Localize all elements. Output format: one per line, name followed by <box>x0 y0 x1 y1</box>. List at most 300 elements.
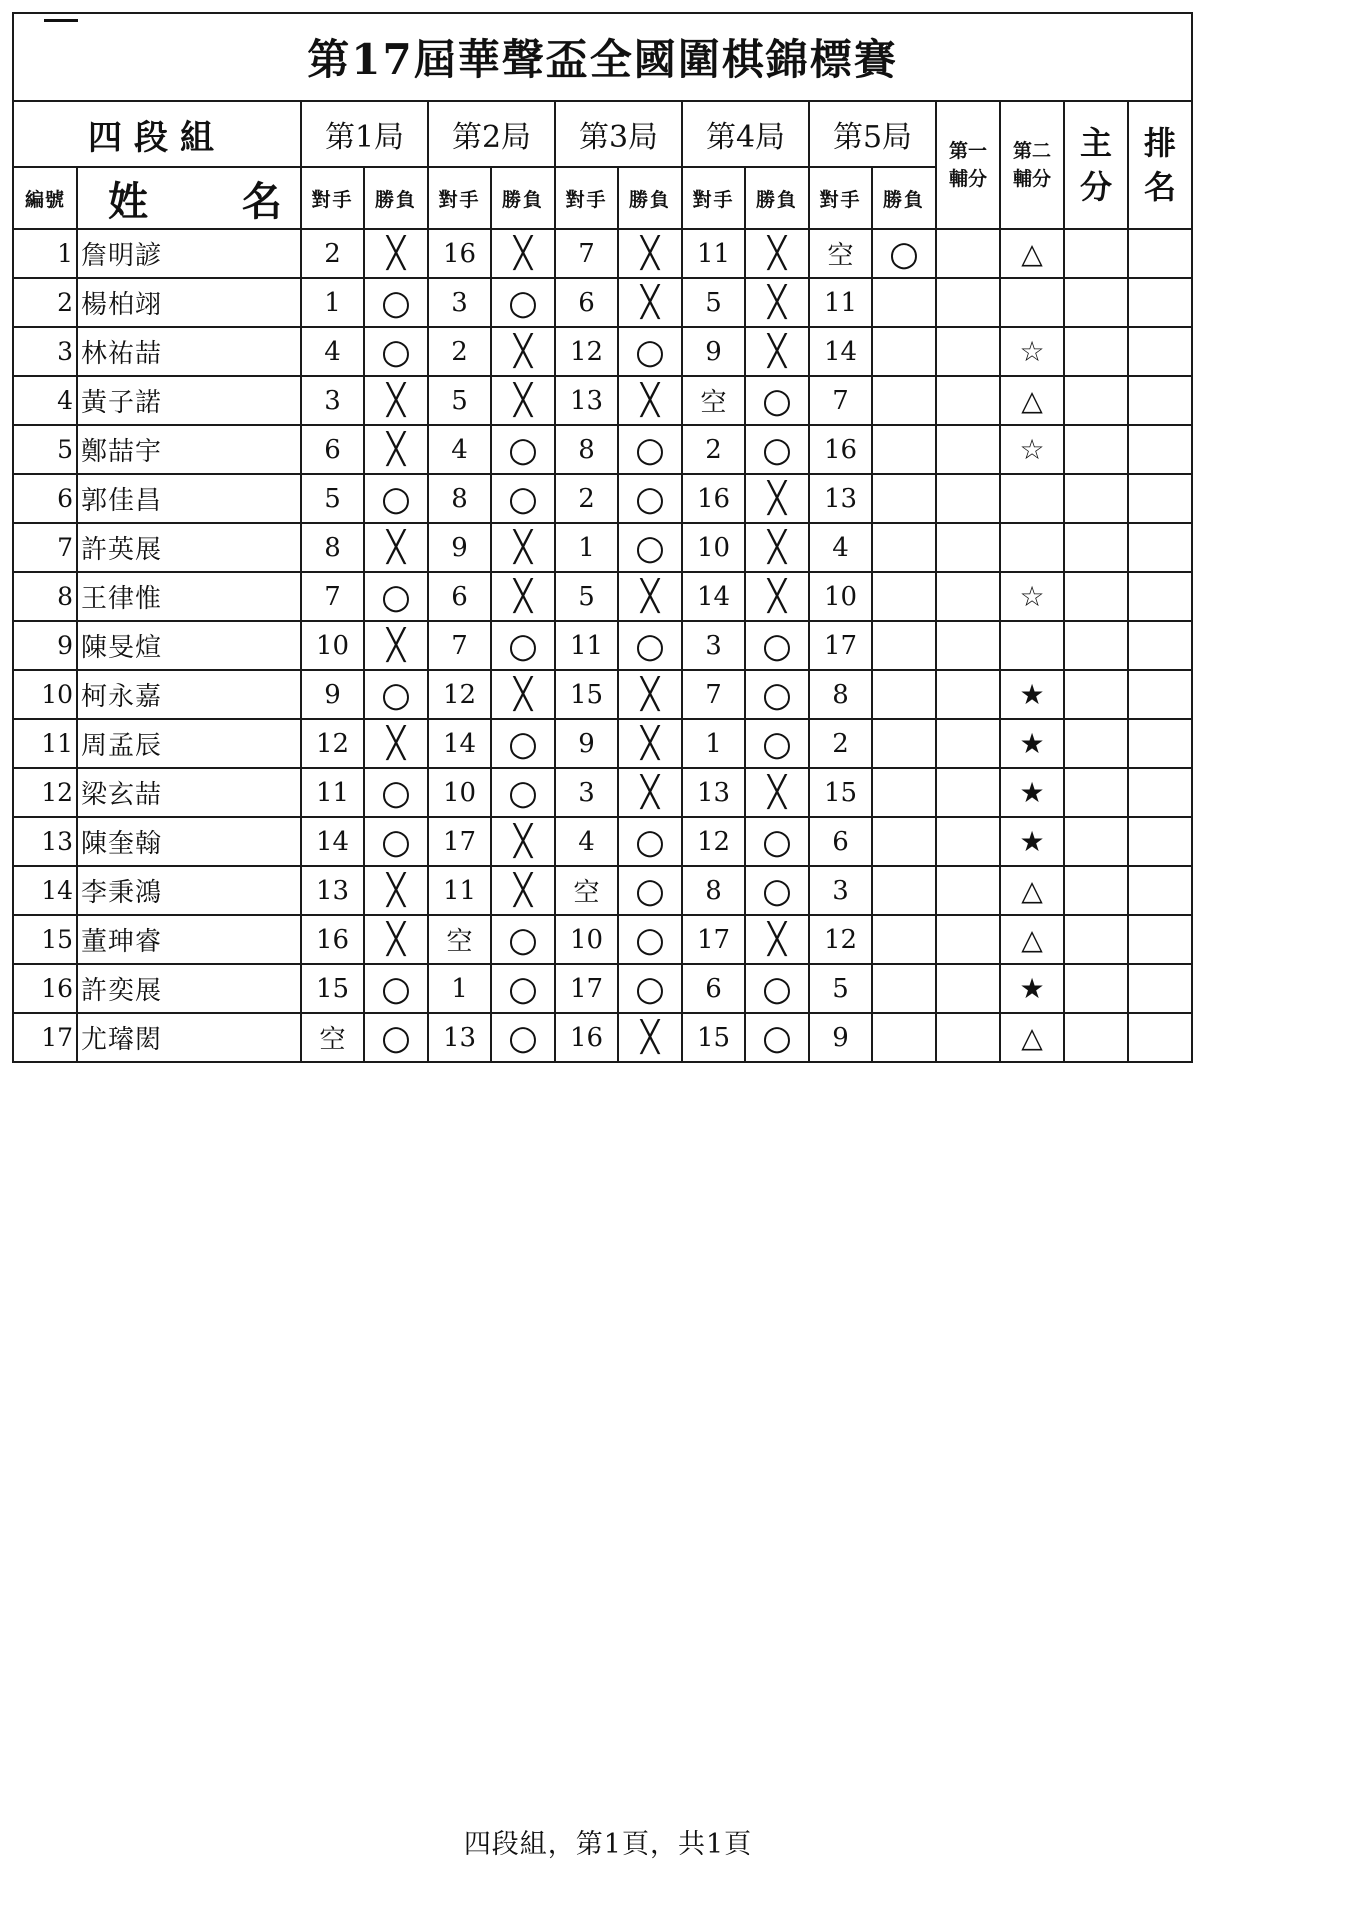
page-footer: 四段組，第1頁，共1頁 <box>463 1829 753 1860</box>
aux-score-1-cell <box>936 915 1000 964</box>
result-cell: ╳ <box>491 572 555 621</box>
opponent-cell: 8 <box>301 523 364 572</box>
aux-score-1-cell <box>936 474 1000 523</box>
opponent-cell: 11 <box>428 866 491 915</box>
result-cell: ○ <box>364 1013 428 1062</box>
opponent-cell: 10 <box>301 621 364 670</box>
rank-cell <box>1128 670 1192 719</box>
player-number: 15 <box>13 915 77 964</box>
result-cell: ╳ <box>491 523 555 572</box>
player-number: 14 <box>13 866 77 915</box>
result-cell: ○ <box>745 817 809 866</box>
result-header: 勝負 <box>364 167 428 229</box>
player-number: 6 <box>13 474 77 523</box>
player-name: 郭佳昌 <box>77 474 301 523</box>
opponent-cell: 空 <box>809 229 872 278</box>
result-cell: ○ <box>618 425 682 474</box>
rank-cell <box>1128 523 1192 572</box>
result-cell: ╳ <box>618 278 682 327</box>
opponent-cell: 14 <box>428 719 491 768</box>
opponent-cell: 空 <box>555 866 618 915</box>
result-header: 勝負 <box>491 167 555 229</box>
main-score-cell <box>1064 278 1128 327</box>
table-row <box>13 229 1192 278</box>
main-score-cell <box>1064 229 1128 278</box>
opponent-cell: 4 <box>428 425 491 474</box>
aux-score-2-cell: ☆ <box>1000 425 1064 474</box>
player-number: 9 <box>13 621 77 670</box>
round-1-header: 第1局 <box>301 101 428 167</box>
opponent-cell: 10 <box>428 768 491 817</box>
result-cell: ○ <box>745 670 809 719</box>
opponent-cell: 6 <box>682 964 745 1013</box>
page-title: 第17屆華聲盃全國圍棋錦標賽 <box>13 13 1192 101</box>
rank-cell <box>1128 474 1192 523</box>
aux-score-1-cell <box>936 817 1000 866</box>
opponent-cell: 9 <box>809 1013 872 1062</box>
result-cell <box>872 670 936 719</box>
main-score-cell <box>1064 474 1128 523</box>
opponent-header: 對手 <box>555 167 618 229</box>
result-cell: ○ <box>364 670 428 719</box>
result-cell: ○ <box>745 425 809 474</box>
opponent-cell: 12 <box>555 327 618 376</box>
aux-score-2-cell <box>1000 523 1064 572</box>
opponent-cell: 13 <box>809 474 872 523</box>
table-row <box>13 621 1192 670</box>
result-cell <box>872 964 936 1013</box>
aux-score-1-cell <box>936 376 1000 425</box>
opponent-cell: 6 <box>809 817 872 866</box>
player-number: 8 <box>13 572 77 621</box>
result-cell: ○ <box>364 768 428 817</box>
result-cell: ╳ <box>491 327 555 376</box>
opponent-cell: 9 <box>555 719 618 768</box>
result-cell: ○ <box>491 474 555 523</box>
opponent-cell: 2 <box>301 229 364 278</box>
opponent-cell: 1 <box>428 964 491 1013</box>
result-cell: ╳ <box>364 719 428 768</box>
rank-cell <box>1128 1013 1192 1062</box>
result-cell: ○ <box>364 474 428 523</box>
rank-cell <box>1128 866 1192 915</box>
opponent-cell: 16 <box>555 1013 618 1062</box>
number-header: 編號 <box>13 167 77 229</box>
main-score-cell <box>1064 670 1128 719</box>
opponent-cell: 7 <box>428 621 491 670</box>
round-3-header: 第3局 <box>555 101 682 167</box>
opponent-cell: 7 <box>682 670 745 719</box>
result-cell: ○ <box>491 719 555 768</box>
aux-score-2-header: 第二 輔分 <box>1000 101 1064 229</box>
result-cell: ╳ <box>618 229 682 278</box>
player-number: 4 <box>13 376 77 425</box>
opponent-cell: 8 <box>809 670 872 719</box>
result-cell: ○ <box>745 376 809 425</box>
aux-score-1-cell <box>936 523 1000 572</box>
opponent-cell: 3 <box>555 768 618 817</box>
opponent-cell: 13 <box>301 866 364 915</box>
opponent-cell: 6 <box>428 572 491 621</box>
result-cell: ○ <box>491 915 555 964</box>
result-cell <box>872 817 936 866</box>
opponent-cell: 16 <box>809 425 872 474</box>
result-cell <box>872 719 936 768</box>
opponent-cell: 16 <box>428 229 491 278</box>
result-cell <box>872 866 936 915</box>
aux-score-1-cell <box>936 572 1000 621</box>
aux-score-2-cell: ★ <box>1000 964 1064 1013</box>
opponent-cell: 16 <box>682 474 745 523</box>
main-score-cell <box>1064 719 1128 768</box>
opponent-cell: 15 <box>555 670 618 719</box>
opponent-cell: 10 <box>809 572 872 621</box>
result-cell: ○ <box>364 572 428 621</box>
result-cell: ╳ <box>491 376 555 425</box>
result-cell: ╳ <box>745 278 809 327</box>
opponent-cell: 4 <box>555 817 618 866</box>
aux-score-2-cell: △ <box>1000 1013 1064 1062</box>
result-cell: ○ <box>491 425 555 474</box>
result-cell: ○ <box>745 866 809 915</box>
opponent-cell: 1 <box>301 278 364 327</box>
main-score-cell <box>1064 964 1128 1013</box>
opponent-cell: 3 <box>301 376 364 425</box>
result-cell: ╳ <box>745 768 809 817</box>
opponent-cell: 10 <box>682 523 745 572</box>
table-row <box>13 376 1192 425</box>
opponent-cell: 8 <box>682 866 745 915</box>
opponent-cell: 16 <box>301 915 364 964</box>
opponent-cell: 15 <box>301 964 364 1013</box>
aux-score-2-cell: ★ <box>1000 817 1064 866</box>
table-row <box>13 327 1192 376</box>
player-name: 柯永嘉 <box>77 670 301 719</box>
aux-score-2-cell: ★ <box>1000 670 1064 719</box>
player-name: 王律惟 <box>77 572 301 621</box>
opponent-cell: 1 <box>682 719 745 768</box>
player-name: 黃子諾 <box>77 376 301 425</box>
result-cell <box>872 621 936 670</box>
player-number: 16 <box>13 964 77 1013</box>
result-cell: ○ <box>491 964 555 1013</box>
main-score-cell <box>1064 1013 1128 1062</box>
result-cell <box>872 278 936 327</box>
result-cell <box>872 915 936 964</box>
aux-score-2-cell: ★ <box>1000 768 1064 817</box>
result-cell: ○ <box>618 866 682 915</box>
player-number: 11 <box>13 719 77 768</box>
result-cell: ○ <box>491 621 555 670</box>
aux-score-1-cell <box>936 964 1000 1013</box>
opponent-cell: 空 <box>301 1013 364 1062</box>
aux-score-1-cell <box>936 278 1000 327</box>
aux-score-1-cell <box>936 229 1000 278</box>
result-cell <box>872 768 936 817</box>
opponent-cell: 15 <box>682 1013 745 1062</box>
opponent-cell: 14 <box>809 327 872 376</box>
opponent-cell: 12 <box>682 817 745 866</box>
result-cell: ╳ <box>745 572 809 621</box>
aux-score-2-cell: ☆ <box>1000 572 1064 621</box>
player-name: 董珅睿 <box>77 915 301 964</box>
opponent-cell: 5 <box>301 474 364 523</box>
name-header: 姓 名 <box>77 167 301 229</box>
opponent-cell: 13 <box>555 376 618 425</box>
result-cell: ╳ <box>745 229 809 278</box>
player-name: 許奕展 <box>77 964 301 1013</box>
main-score-cell <box>1064 768 1128 817</box>
aux-score-1-header: 第一 輔分 <box>936 101 1000 229</box>
result-cell <box>872 376 936 425</box>
opponent-cell: 13 <box>682 768 745 817</box>
player-name: 尤璿閎 <box>77 1013 301 1062</box>
player-number: 17 <box>13 1013 77 1062</box>
opponent-cell: 11 <box>809 278 872 327</box>
main-score-header: 主 分 <box>1064 101 1128 229</box>
result-header: 勝負 <box>745 167 809 229</box>
opponent-cell: 17 <box>809 621 872 670</box>
result-cell: ╳ <box>364 376 428 425</box>
opponent-cell: 空 <box>682 376 745 425</box>
opponent-cell: 7 <box>809 376 872 425</box>
main-score-cell <box>1064 376 1128 425</box>
opponent-cell: 14 <box>682 572 745 621</box>
opponent-cell: 12 <box>428 670 491 719</box>
opponent-cell: 9 <box>428 523 491 572</box>
rank-cell <box>1128 278 1192 327</box>
aux-score-1-cell <box>936 768 1000 817</box>
result-cell: ○ <box>745 719 809 768</box>
opponent-cell: 11 <box>301 768 364 817</box>
opponent-header: 對手 <box>428 167 491 229</box>
opponent-cell: 5 <box>809 964 872 1013</box>
opponent-cell: 3 <box>428 278 491 327</box>
result-header: 勝負 <box>618 167 682 229</box>
result-cell: ╳ <box>618 670 682 719</box>
result-cell: ○ <box>745 964 809 1013</box>
result-cell: ○ <box>618 621 682 670</box>
table-row <box>13 474 1192 523</box>
player-name: 周孟辰 <box>77 719 301 768</box>
player-number: 10 <box>13 670 77 719</box>
result-cell: ╳ <box>618 1013 682 1062</box>
result-cell <box>872 523 936 572</box>
table-row <box>13 425 1192 474</box>
opponent-cell: 4 <box>301 327 364 376</box>
player-number: 2 <box>13 278 77 327</box>
result-cell: ╳ <box>364 425 428 474</box>
opponent-cell: 11 <box>555 621 618 670</box>
opponent-cell: 8 <box>555 425 618 474</box>
opponent-cell: 空 <box>428 915 491 964</box>
opponent-cell: 13 <box>428 1013 491 1062</box>
aux-score-2-cell: ☆ <box>1000 327 1064 376</box>
result-cell: ╳ <box>618 719 682 768</box>
rank-cell <box>1128 229 1192 278</box>
opponent-cell: 2 <box>682 425 745 474</box>
result-cell <box>872 474 936 523</box>
score-table <box>12 12 1193 1063</box>
aux-score-2-cell: ★ <box>1000 719 1064 768</box>
result-cell: ╳ <box>364 523 428 572</box>
aux-score-2-cell: △ <box>1000 915 1064 964</box>
result-cell: ╳ <box>745 327 809 376</box>
group-name: 四段組 <box>13 101 301 167</box>
result-cell: ○ <box>745 1013 809 1062</box>
result-cell: ╳ <box>491 229 555 278</box>
player-name: 李秉鴻 <box>77 866 301 915</box>
table-row <box>13 572 1192 621</box>
result-cell <box>872 572 936 621</box>
result-cell: ○ <box>364 964 428 1013</box>
aux-score-2-cell <box>1000 474 1064 523</box>
table-row <box>13 719 1192 768</box>
rank-cell <box>1128 817 1192 866</box>
opponent-header: 對手 <box>682 167 745 229</box>
result-cell <box>872 1013 936 1062</box>
opponent-cell: 12 <box>301 719 364 768</box>
result-cell: ╳ <box>364 915 428 964</box>
rank-cell <box>1128 964 1192 1013</box>
opponent-cell: 1 <box>555 523 618 572</box>
result-cell: ╳ <box>364 229 428 278</box>
rank-cell <box>1128 768 1192 817</box>
opponent-cell: 2 <box>809 719 872 768</box>
result-cell: ╳ <box>618 572 682 621</box>
opponent-cell: 15 <box>809 768 872 817</box>
rank-cell <box>1128 376 1192 425</box>
main-score-cell <box>1064 327 1128 376</box>
result-cell: ╳ <box>364 621 428 670</box>
player-name: 許英展 <box>77 523 301 572</box>
player-number: 1 <box>13 229 77 278</box>
aux-score-1-cell <box>936 621 1000 670</box>
result-cell: ╳ <box>491 817 555 866</box>
aux-score-2-cell <box>1000 621 1064 670</box>
aux-score-1-cell <box>936 719 1000 768</box>
result-cell: ○ <box>618 817 682 866</box>
opponent-cell: 6 <box>555 278 618 327</box>
round-4-header: 第4局 <box>682 101 809 167</box>
aux-score-1-cell <box>936 866 1000 915</box>
opponent-cell: 17 <box>682 915 745 964</box>
opponent-cell: 12 <box>809 915 872 964</box>
opponent-cell: 7 <box>555 229 618 278</box>
main-score-cell <box>1064 621 1128 670</box>
player-name: 陳奎翰 <box>77 817 301 866</box>
opponent-cell: 14 <box>301 817 364 866</box>
table-row <box>13 278 1192 327</box>
result-cell: ╳ <box>618 768 682 817</box>
result-cell: ○ <box>491 768 555 817</box>
result-cell: ○ <box>745 621 809 670</box>
aux-score-1-cell <box>936 327 1000 376</box>
aux-score-2-cell <box>1000 278 1064 327</box>
rank-cell <box>1128 719 1192 768</box>
result-cell: ○ <box>364 327 428 376</box>
opponent-cell: 3 <box>682 621 745 670</box>
player-name: 楊柏翊 <box>77 278 301 327</box>
player-number: 7 <box>13 523 77 572</box>
result-cell: ○ <box>872 229 936 278</box>
opponent-cell: 2 <box>555 474 618 523</box>
aux-score-2-cell: △ <box>1000 866 1064 915</box>
main-score-cell <box>1064 817 1128 866</box>
player-name: 林祐喆 <box>77 327 301 376</box>
opponent-cell: 17 <box>428 817 491 866</box>
aux-score-1-cell <box>936 1013 1000 1062</box>
result-cell: ○ <box>491 1013 555 1062</box>
opponent-cell: 11 <box>682 229 745 278</box>
table-row <box>13 1013 1192 1062</box>
player-name: 鄭喆宇 <box>77 425 301 474</box>
player-name: 梁玄喆 <box>77 768 301 817</box>
result-cell: ○ <box>618 915 682 964</box>
player-name: 陳旻煊 <box>77 621 301 670</box>
result-cell: ○ <box>618 327 682 376</box>
result-header: 勝負 <box>872 167 936 229</box>
opponent-cell: 5 <box>555 572 618 621</box>
opponent-cell: 17 <box>555 964 618 1013</box>
result-cell: ╳ <box>745 474 809 523</box>
player-number: 12 <box>13 768 77 817</box>
result-cell: ╳ <box>745 915 809 964</box>
round-2-header: 第2局 <box>428 101 555 167</box>
player-number: 13 <box>13 817 77 866</box>
opponent-cell: 10 <box>555 915 618 964</box>
rank-cell <box>1128 572 1192 621</box>
rank-header: 排 名 <box>1128 101 1192 229</box>
table-row <box>13 817 1192 866</box>
opponent-cell: 8 <box>428 474 491 523</box>
main-score-cell <box>1064 425 1128 474</box>
player-number: 3 <box>13 327 77 376</box>
opponent-cell: 4 <box>809 523 872 572</box>
aux-score-1-cell <box>936 670 1000 719</box>
result-cell <box>872 327 936 376</box>
rank-cell <box>1128 915 1192 964</box>
result-cell: ╳ <box>364 866 428 915</box>
table-row <box>13 523 1192 572</box>
table-row <box>13 964 1192 1013</box>
main-score-cell <box>1064 915 1128 964</box>
table-row <box>13 866 1192 915</box>
result-cell: ╳ <box>618 376 682 425</box>
main-score-cell <box>1064 572 1128 621</box>
result-cell: ╳ <box>491 670 555 719</box>
opponent-cell: 9 <box>301 670 364 719</box>
opponent-cell: 5 <box>428 376 491 425</box>
result-cell: ╳ <box>491 866 555 915</box>
result-cell: ○ <box>364 278 428 327</box>
table-row <box>13 768 1192 817</box>
aux-score-2-cell: △ <box>1000 376 1064 425</box>
round-5-header: 第5局 <box>809 101 936 167</box>
rank-cell <box>1128 327 1192 376</box>
rank-cell <box>1128 621 1192 670</box>
opponent-cell: 9 <box>682 327 745 376</box>
result-cell: ○ <box>618 523 682 572</box>
result-cell: ○ <box>618 474 682 523</box>
rank-cell <box>1128 425 1192 474</box>
opponent-cell: 6 <box>301 425 364 474</box>
table-row <box>13 915 1192 964</box>
opponent-cell: 3 <box>809 866 872 915</box>
opponent-cell: 5 <box>682 278 745 327</box>
result-cell: ╳ <box>745 523 809 572</box>
player-number: 5 <box>13 425 77 474</box>
